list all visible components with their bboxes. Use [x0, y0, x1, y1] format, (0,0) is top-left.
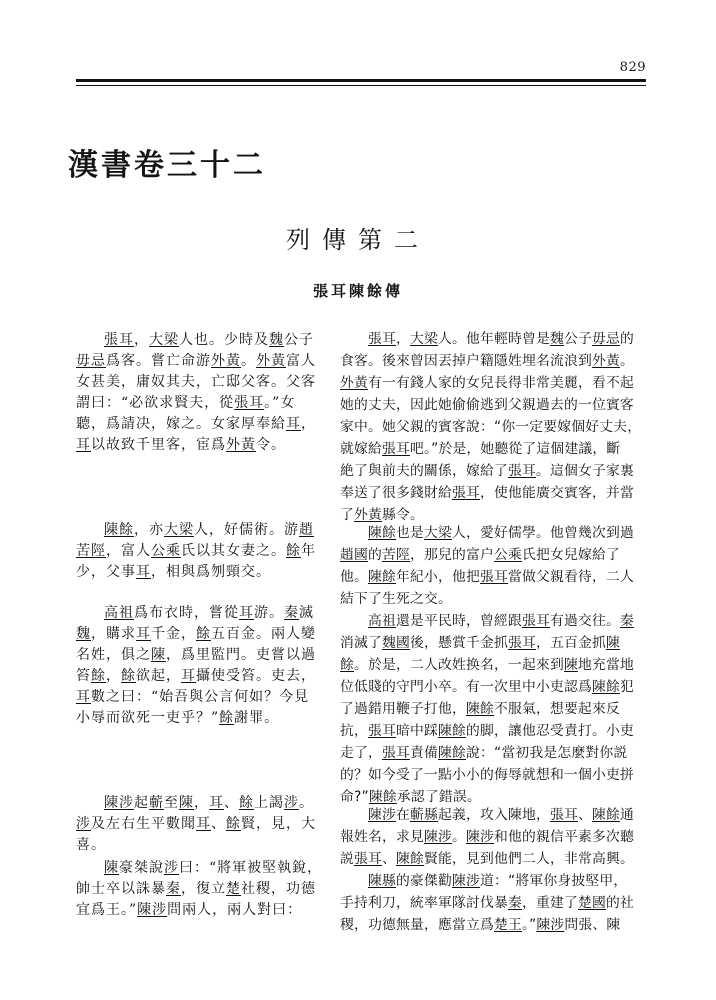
text-run: 命?” — [340, 789, 369, 805]
proper-name: 公乘 — [493, 547, 522, 563]
text-run: ，購求 — [91, 626, 136, 642]
text-run: ，相與爲刎頸交。 — [151, 564, 271, 580]
text-line — [76, 372, 316, 393]
proper-name: 陳 — [605, 635, 620, 651]
proper-name: 大梁 — [424, 525, 452, 541]
text-line — [340, 394, 640, 416]
text-line — [340, 764, 640, 786]
text-run: 食客。後來曾因丟掉户籍隱姓埋名流浪到 — [340, 353, 592, 369]
text-run: 還是平民時，曾經跟 — [396, 613, 522, 629]
proper-name: 耳 — [76, 437, 91, 453]
proper-name: 秦 — [507, 895, 522, 911]
text-run: ， — [396, 331, 410, 347]
text-line — [340, 914, 640, 936]
text-run: 後，懸賞千金抓 — [410, 635, 508, 651]
classical-paragraph — [76, 330, 316, 456]
classical-paragraph — [76, 858, 323, 921]
text-run: 爲布衣時，嘗從 — [134, 605, 239, 621]
text-run: 氏把女兒嫁給了 — [521, 547, 620, 563]
text-run: 不服氣，想要起來反 — [493, 701, 620, 717]
proper-name: 陳涉 — [465, 829, 494, 845]
proper-name: 高祖 — [104, 605, 134, 621]
text-run: 責備 — [410, 745, 438, 761]
proper-name: 張耳 — [234, 395, 265, 411]
text-run: ，重建了 — [521, 895, 578, 911]
text-run: 年紀小，他把 — [396, 569, 480, 585]
proper-name: 耳 — [209, 795, 224, 811]
proper-name: 苦陘 — [382, 547, 410, 563]
text-run: 喜。 — [76, 837, 106, 853]
text-line — [340, 372, 640, 394]
text-run: ，復立 — [181, 881, 226, 897]
text-line — [340, 676, 640, 698]
proper-name: 餘 — [196, 626, 211, 642]
text-run: 、 — [577, 807, 592, 823]
text-run: 。 — [299, 795, 314, 811]
translation-paragraph — [340, 610, 640, 808]
text-line — [340, 544, 640, 566]
proper-name: 餘 — [91, 668, 106, 684]
text-run: 的豪傑勸 — [396, 873, 452, 889]
text-run: ， — [301, 416, 316, 432]
text-run: 、 — [382, 851, 396, 867]
text-line — [76, 603, 314, 624]
proper-name: 公乘 — [151, 543, 181, 559]
text-line — [76, 666, 316, 687]
proper-name: 外黃 — [226, 437, 256, 453]
proper-name: 陳餘 — [438, 723, 466, 739]
text-run: 人，好儒術。游 — [194, 522, 299, 538]
text-run: 至 — [164, 795, 179, 811]
translation-paragraph — [340, 328, 640, 526]
text-line — [76, 520, 314, 541]
proper-name: 耳 — [181, 668, 196, 684]
proper-name: 蘄縣 — [410, 807, 438, 823]
proper-name: 涉 — [76, 816, 91, 832]
proper-name: 餘 — [239, 795, 254, 811]
text-run: 謂曰：“必欲求賢夫，從 — [76, 395, 235, 411]
proper-name: 陳餘 — [396, 851, 424, 867]
text-run: 的 — [619, 331, 634, 347]
proper-name: 陳餘 — [368, 569, 396, 585]
text-run: 人，愛好儒學。他曾幾次到過 — [452, 525, 634, 541]
proper-name: 張耳 — [368, 331, 396, 347]
text-run: ，那兒的富户 — [410, 547, 494, 563]
text-line — [76, 814, 316, 835]
text-line — [340, 826, 640, 848]
text-run: 的脚，讓他忍受責打。小吏 — [466, 723, 634, 739]
proper-name: 陳餘 — [438, 745, 466, 761]
text-line — [340, 892, 640, 914]
text-line — [340, 848, 640, 870]
text-run: 地充當地 — [577, 657, 634, 673]
text-run: ， — [106, 668, 121, 684]
text-run: 笞 — [76, 668, 91, 684]
proper-name: 耳 — [239, 605, 254, 621]
text-line — [76, 879, 316, 900]
proper-name: 張耳 — [354, 851, 382, 867]
text-run: 說：“當初我是怎麼對你説 — [466, 745, 628, 761]
text-run: 賢能，見到他們二人，非常高興。 — [424, 851, 634, 867]
text-run: 公子 — [284, 332, 314, 348]
proper-name: 魏 — [549, 331, 564, 347]
text-run: 少，父事 — [76, 564, 136, 580]
proper-name: 陳餘 — [465, 701, 494, 717]
text-run: ，五百金抓 — [535, 635, 606, 651]
proper-name: 楚國 — [577, 895, 606, 911]
text-line — [340, 698, 640, 720]
header-rule-thin — [76, 85, 646, 86]
text-line — [76, 900, 310, 921]
text-run: 人也。少時及 — [179, 332, 269, 348]
text-line — [76, 687, 310, 708]
text-line — [76, 624, 316, 645]
text-line — [340, 328, 640, 350]
text-run: ，富人 — [106, 543, 151, 559]
text-run: 通 — [619, 807, 634, 823]
text-run: 犯 — [619, 679, 634, 695]
proper-name: 陳涉 — [368, 807, 396, 823]
text-run: 千金， — [151, 626, 196, 642]
proper-name: 陳 — [563, 657, 578, 673]
proper-name: 張耳 — [382, 441, 410, 457]
text-run: 她的丈夫，因此她偷偷逃到父親過去的一位賓客 — [340, 397, 634, 413]
text-run: 道：“將軍你身披堅甲， — [480, 873, 628, 889]
proper-name: 張耳 — [382, 745, 410, 761]
proper-name: 陳 — [104, 860, 119, 876]
text-run: 的？如今受了一點小小的侮辱就想和一個小吏拼 — [340, 767, 634, 783]
text-run: 聽，爲請决，嫁之。女家厚奉給 — [76, 416, 286, 432]
text-run: 令。 — [256, 437, 286, 453]
proper-name: 耳 — [136, 626, 151, 642]
proper-name: 蘄 — [149, 795, 164, 811]
text-run: 社稷，功德 — [241, 881, 316, 897]
text-run: 走了， — [340, 745, 382, 761]
text-run: ，使他能廣交賓客，并當 — [479, 485, 634, 501]
proper-name: 魏國 — [382, 635, 410, 651]
text-run: 抗， — [340, 723, 368, 739]
classical-paragraph — [76, 793, 316, 856]
text-run: 賢，見，大 — [241, 816, 316, 832]
text-run: 人。他年輕時曾是 — [438, 331, 550, 347]
text-line — [76, 435, 310, 456]
proper-name: 陳涉 — [452, 873, 480, 889]
proper-name: 陳涉 — [536, 917, 565, 933]
text-line — [340, 416, 640, 438]
text-run: 帥士卒以誅暴 — [76, 881, 166, 897]
proper-name: 秦 — [619, 613, 634, 629]
text-run: 。於是，二人改姓换名，一起來到 — [354, 657, 564, 673]
proper-name: 張耳 — [479, 569, 508, 585]
proper-name: 大梁 — [410, 331, 438, 347]
proper-name: 涉 — [164, 860, 179, 876]
text-line — [76, 793, 314, 814]
text-run: 以故致千里客，宦爲 — [91, 437, 226, 453]
proper-name: 魏 — [269, 332, 284, 348]
header-rule-thick — [76, 79, 646, 82]
text-line — [340, 350, 640, 372]
proper-name: 楚 — [226, 881, 241, 897]
text-run: 富人 — [286, 353, 316, 369]
text-run: 當做父親看待，二人 — [507, 569, 634, 585]
proper-name: 大梁 — [149, 332, 179, 348]
text-run: 起 — [134, 795, 149, 811]
proper-name: 外黃 — [591, 353, 620, 369]
text-line — [340, 460, 640, 482]
text-run: 女甚美，庸奴其夫，亡邸父客。父客 — [76, 374, 316, 390]
text-line — [340, 632, 640, 654]
proper-name: 毋忌 — [591, 331, 620, 347]
proper-name: 陳 — [179, 795, 194, 811]
text-run: ， — [134, 332, 149, 348]
proper-name: 張耳 — [507, 635, 536, 651]
text-line — [340, 654, 640, 676]
text-line — [340, 482, 640, 504]
text-run: 了 — [340, 507, 354, 523]
text-line — [340, 742, 640, 764]
text-run: 豪桀說 — [119, 860, 164, 876]
proper-name: 高祖 — [368, 613, 396, 629]
text-run: 位低賤的守門小卒。有一次里中小吏認爲 — [340, 679, 592, 695]
text-run: 。 — [619, 353, 634, 369]
text-line — [76, 645, 316, 666]
section-title: 張耳陳餘傳 — [312, 282, 403, 300]
text-line — [76, 541, 316, 562]
text-run: 絶了與前夫的關係，嫁給了 — [340, 463, 508, 479]
proper-name: 陳 — [151, 647, 166, 663]
text-run: 消滅了 — [340, 635, 382, 651]
proper-name: 楚王 — [493, 917, 522, 933]
text-run: 滅 — [299, 605, 314, 621]
text-run: 。 — [451, 829, 466, 845]
text-run: 及左右生平數聞 — [91, 816, 196, 832]
text-run: 也是 — [396, 525, 424, 541]
text-run: ，爲里監門。吏嘗以過 — [166, 647, 316, 663]
text-line — [340, 522, 640, 544]
proper-name: 趙 — [299, 522, 314, 538]
text-run: 名姓，俱之 — [76, 647, 151, 663]
proper-name: 張耳 — [451, 485, 480, 501]
text-run: 有一有錢人家的女兒長得非常美麗，看不起 — [368, 375, 634, 391]
text-run: 年 — [301, 543, 316, 559]
text-line — [340, 610, 640, 632]
text-line — [76, 858, 323, 879]
proper-name: 張耳 — [368, 723, 396, 739]
text-line — [76, 414, 316, 435]
text-line — [76, 562, 310, 583]
translation-paragraph — [340, 870, 640, 936]
proper-name: 餘 — [286, 543, 301, 559]
proper-name: 魏 — [76, 626, 91, 642]
text-run: 問張、陳 — [564, 917, 621, 933]
proper-name: 耳 — [286, 416, 301, 432]
text-line — [76, 708, 310, 729]
proper-name: 餘 — [219, 710, 235, 726]
text-line — [340, 438, 640, 460]
text-run: 就嫁給 — [340, 441, 382, 457]
proper-name: 苦陘 — [76, 543, 106, 559]
proper-name: 陳縣 — [368, 873, 396, 889]
proper-name: 外黃 — [256, 353, 286, 369]
text-run: 縣令。 — [382, 507, 424, 523]
text-line — [76, 330, 314, 351]
proper-name: 秦 — [284, 605, 299, 621]
proper-name: 陳餘 — [368, 789, 397, 805]
proper-name: 外黃 — [354, 507, 382, 523]
text-run: 的 — [368, 547, 382, 563]
text-line — [76, 393, 310, 414]
proper-name: 陳涉 — [423, 829, 452, 845]
proper-name: 趙國 — [340, 547, 368, 563]
proper-name: 耳 — [196, 816, 211, 832]
classical-paragraph — [76, 603, 316, 729]
text-run: 結下了生死之交。 — [340, 591, 452, 607]
proper-name: 陳餘 — [591, 807, 620, 823]
text-run: 公子 — [563, 331, 592, 347]
text-run: 説 — [340, 851, 354, 867]
proper-name: 餘 — [121, 668, 136, 684]
text-run: 承認了錯誤。 — [396, 789, 481, 805]
text-run: 五百金。兩人變 — [211, 626, 316, 642]
text-run: 欲起， — [136, 668, 181, 684]
text-run: 起義，攻入陳地， — [438, 807, 550, 823]
text-run: 暗中踩 — [396, 723, 438, 739]
text-run: 在 — [396, 807, 410, 823]
text-run: 了過錯用鞭子打他， — [340, 701, 466, 717]
text-run: 報姓名，求見 — [340, 829, 424, 845]
proper-name: 耳 — [76, 689, 91, 705]
translation-paragraph — [340, 522, 640, 610]
text-run: 曰：“將軍被堅執銳， — [179, 860, 323, 876]
proper-name: 陳餘 — [591, 679, 620, 695]
text-run: 。”女 — [264, 395, 296, 411]
text-run: 。” — [521, 917, 537, 933]
text-run: 問兩人，兩人對曰： — [167, 902, 303, 918]
proper-name: 陳餘 — [104, 522, 134, 538]
text-line — [340, 870, 640, 892]
text-run: 。 — [241, 353, 256, 369]
proper-name: 陳涉 — [137, 902, 168, 918]
text-run: 吧。”於是，她聽從了這個建議，斷 — [410, 441, 621, 457]
text-run: 數之曰：“始吾與公言何如？今見 — [91, 689, 310, 705]
text-line — [76, 835, 310, 856]
text-run: 有過交往。 — [549, 613, 620, 629]
text-run: 攝使受笞。吏去， — [196, 668, 316, 684]
proper-name: 外黃 — [211, 353, 241, 369]
text-run: 爲客。嘗亡命游 — [106, 353, 211, 369]
chapter-title: 列傳第二 — [286, 226, 430, 254]
proper-name: 張耳 — [104, 332, 134, 348]
proper-name: 餘 — [226, 816, 241, 832]
text-run: 奉送了很多錢財給 — [340, 485, 452, 501]
text-run: 家中。她父親的賓客說：“你一定要嫁個好丈夫， — [340, 419, 642, 435]
text-run: 手持利刀，統率軍隊討伐暴 — [340, 895, 508, 911]
page-number: 829 — [619, 60, 646, 75]
text-run: 謝罪。 — [234, 710, 280, 726]
proper-name: 大梁 — [164, 522, 194, 538]
text-line — [76, 351, 316, 372]
proper-name: 張耳 — [549, 807, 578, 823]
text-run: 宜爲王。” — [76, 902, 138, 918]
text-run: 氏以其女妻之。 — [181, 543, 286, 559]
proper-name: 毋忌 — [76, 353, 106, 369]
book-title: 漢書卷三十二 — [68, 148, 266, 183]
text-line — [340, 804, 640, 826]
classical-paragraph — [76, 520, 316, 583]
text-run: 上謁 — [254, 795, 284, 811]
proper-name: 涉 — [284, 795, 299, 811]
text-run: 、 — [224, 795, 239, 811]
proper-name: 外黃 — [340, 375, 368, 391]
text-line — [340, 588, 640, 610]
text-run: 、 — [211, 816, 226, 832]
translation-paragraph — [340, 804, 640, 870]
text-run: 。這個女子家裏 — [535, 463, 634, 479]
proper-name: 餘 — [340, 657, 354, 673]
text-run: 他。 — [340, 569, 368, 585]
text-run: 的社 — [605, 895, 634, 911]
proper-name: 秦 — [166, 881, 181, 897]
text-run: 小辱而欲死一吏乎？” — [76, 710, 220, 726]
text-run: 稷，功德無量，應當立爲 — [340, 917, 494, 933]
text-line — [340, 720, 640, 742]
proper-name: 陳餘 — [368, 525, 396, 541]
proper-name: 張耳 — [521, 613, 550, 629]
text-run: ，亦 — [134, 522, 164, 538]
proper-name: 耳 — [136, 564, 151, 580]
text-run: 和他的親信平素多次聽 — [493, 829, 634, 845]
proper-name: 陳涉 — [104, 795, 134, 811]
proper-name: 張耳 — [507, 463, 536, 479]
text-run: ， — [194, 795, 209, 811]
text-run: 游。 — [254, 605, 284, 621]
text-line — [340, 566, 640, 588]
